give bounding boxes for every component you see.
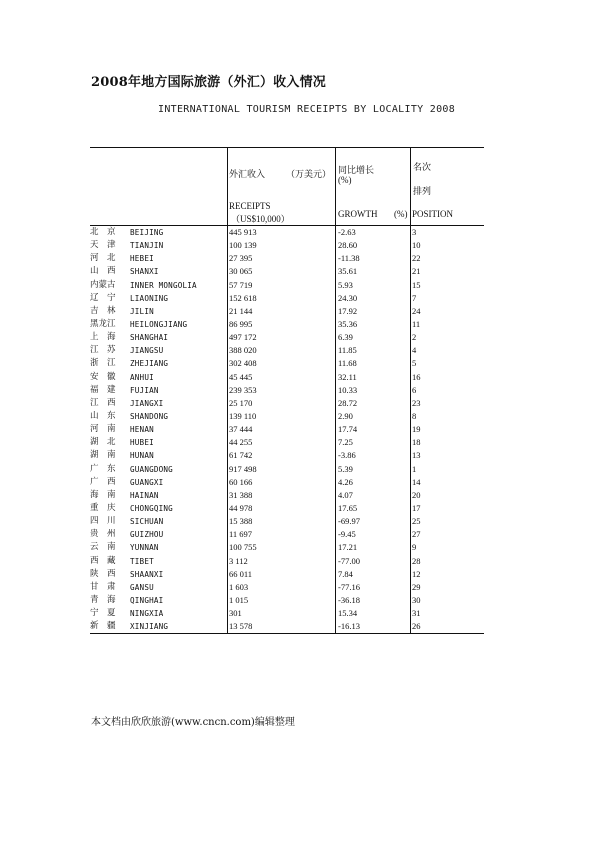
- position-value: 29: [412, 581, 421, 592]
- province-name-en: HUNAN: [130, 451, 154, 461]
- growth-value: 2.90: [338, 410, 353, 421]
- province-name-cn: 陕 西: [90, 568, 116, 579]
- table-row: [90, 292, 484, 305]
- province-name-cn: 安 徽: [90, 371, 116, 382]
- province-name-cn: 湖 南: [90, 450, 116, 461]
- receipts-value: 21 144: [229, 305, 253, 316]
- province-name-en: HENAN: [130, 425, 154, 435]
- province-name-en: SICHUAN: [130, 517, 164, 527]
- receipts-value: 445 913: [229, 227, 257, 237]
- table-row: [90, 371, 484, 384]
- province-name-cn: 海 南: [90, 489, 116, 500]
- table-row: [90, 226, 484, 239]
- growth-value: -2.63: [338, 227, 356, 237]
- receipts-value: 44 255: [229, 437, 253, 448]
- province-name-en: GUANGDONG: [130, 464, 173, 474]
- position-value: 1: [412, 463, 417, 474]
- receipts-value: 239 353: [229, 384, 257, 395]
- position-value: 5: [412, 358, 417, 369]
- province-name-en: SHANXI: [130, 267, 159, 277]
- position-value: 23: [412, 397, 421, 408]
- position-value: 8: [412, 410, 417, 421]
- receipts-value: 302 408: [229, 358, 257, 369]
- province-name-cn: 内蒙古: [90, 279, 116, 290]
- receipts-value: 3 112: [229, 555, 248, 566]
- receipts-value: 25 170: [229, 397, 253, 408]
- province-name-cn: 上 海: [90, 332, 116, 343]
- province-name-en: GANSU: [130, 582, 154, 592]
- position-value: 26: [412, 621, 421, 632]
- table-row: [90, 502, 484, 515]
- receipts-header-cn: 外汇收入: [229, 170, 266, 180]
- receipts-value: 27 395: [229, 253, 253, 264]
- growth-value: 5.39: [338, 463, 353, 474]
- receipts-value: 917 498: [229, 463, 257, 474]
- receipts-header-en: RECEIPTS: [229, 201, 271, 211]
- position-value: 22: [412, 253, 421, 264]
- table-row: [90, 410, 484, 423]
- receipts-value: 100 755: [229, 542, 257, 553]
- growth-value: -36.18: [338, 594, 360, 605]
- province-name-en: XINJIANG: [130, 622, 169, 632]
- growth-value: 7.25: [338, 437, 353, 448]
- position-value: 3: [412, 227, 417, 237]
- position-value: 19: [412, 424, 421, 435]
- receipts-header-en-unit: （US$10,000）: [231, 214, 290, 224]
- receipts-value: 1 603: [229, 581, 249, 592]
- province-name-en: JILIN: [130, 306, 154, 316]
- growth-value: -77.00: [338, 555, 360, 566]
- growth-value: 15.34: [338, 608, 358, 619]
- province-name-cn: 福 建: [90, 384, 116, 395]
- receipts-value: 11 697: [229, 529, 253, 540]
- province-name-en: HEILONGJIANG: [130, 319, 188, 329]
- position-value: 14: [412, 476, 421, 487]
- table-row: [90, 397, 484, 410]
- province-name-en: INNER MONGOLIA: [130, 280, 197, 290]
- table-row: [90, 423, 484, 436]
- table-row: [90, 449, 484, 462]
- province-name-cn: 河 北: [90, 253, 116, 264]
- province-name-cn: 江 苏: [90, 345, 116, 356]
- table-row: [90, 239, 484, 252]
- growth-value: 35.61: [338, 266, 358, 277]
- province-name-en: JIANGSU: [130, 346, 164, 356]
- growth-value: -16.13: [338, 621, 360, 632]
- growth-value: 11.68: [338, 358, 357, 369]
- growth-value: -9.45: [338, 529, 356, 540]
- position-value: 16: [412, 371, 421, 382]
- position-value: 9: [412, 542, 417, 553]
- table-row: [90, 541, 484, 554]
- province-name-en: ZHEJIANG: [130, 359, 169, 369]
- province-name-en: GUIZHOU: [130, 530, 164, 540]
- table-row: [90, 384, 484, 397]
- table-row: [90, 581, 484, 594]
- province-name-cn: 广 西: [90, 476, 116, 487]
- rank-header-en: POSITION: [412, 209, 454, 219]
- province-name-cn: 北 京: [90, 227, 116, 237]
- province-name-cn: 浙 江: [90, 358, 116, 369]
- receipts-value: 100 139: [229, 240, 257, 251]
- growth-value: 17.74: [338, 424, 358, 435]
- table-row: [90, 331, 484, 344]
- position-value: 2: [412, 332, 417, 343]
- province-name-cn: 黑龙江: [90, 318, 116, 329]
- receipts-value: 86 995: [229, 318, 253, 329]
- province-name-cn: 辽 宁: [90, 292, 116, 303]
- province-name-cn: 山 西: [90, 266, 116, 277]
- growth-value: -77.16: [338, 581, 360, 592]
- growth-header-unit: (%): [338, 175, 352, 185]
- province-name-en: NINGXIA: [130, 609, 164, 619]
- growth-value: -3.86: [338, 450, 356, 461]
- table-row: [90, 515, 484, 528]
- province-name-en: SHAANXI: [130, 569, 164, 579]
- growth-value: -69.97: [338, 516, 360, 527]
- footer-note: 本文档由欣欣旅游(www.cncn.com)编辑整理: [91, 717, 295, 728]
- growth-value: 11.85: [338, 345, 357, 356]
- position-value: 12: [412, 568, 421, 579]
- table-row: [90, 528, 484, 541]
- receipts-value: 57 719: [229, 279, 253, 290]
- position-value: 24: [412, 305, 421, 316]
- table-row: [90, 620, 484, 634]
- table-row: [90, 555, 484, 568]
- province-name-en: QINGHAI: [130, 595, 164, 605]
- province-name-cn: 湖 北: [90, 437, 116, 448]
- growth-value: 35.36: [338, 318, 358, 329]
- receipts-value: 66 011: [229, 568, 253, 579]
- province-name-cn: 广 东: [90, 463, 116, 474]
- position-value: 6: [412, 384, 417, 395]
- table-body: [90, 226, 484, 634]
- province-name-cn: 甘 肃: [90, 581, 116, 592]
- province-name-en: HEBEI: [130, 254, 154, 264]
- table-row: [90, 594, 484, 607]
- growth-value: 4.07: [338, 489, 353, 500]
- position-value: 18: [412, 437, 421, 448]
- province-name-cn: 新 疆: [90, 621, 116, 632]
- province-name-cn: 四 川: [90, 516, 116, 527]
- growth-value: 17.21: [338, 542, 358, 553]
- receipts-value: 301: [229, 608, 242, 619]
- receipts-value: 60 166: [229, 476, 253, 487]
- position-value: 7: [412, 292, 417, 303]
- growth-value: 10.33: [338, 384, 358, 395]
- province-name-en: TIBET: [130, 556, 154, 566]
- table-row: [90, 436, 484, 449]
- position-value: 17: [412, 502, 421, 513]
- position-value: 10: [412, 240, 421, 251]
- province-name-cn: 重 庆: [90, 502, 116, 513]
- rank-header-cn-2: 排列: [413, 187, 432, 197]
- growth-header-en-unit: (%): [394, 209, 408, 219]
- growth-value: 17.65: [338, 502, 358, 513]
- growth-value: 7.84: [338, 568, 353, 579]
- receipts-value: 497 172: [229, 332, 257, 343]
- province-name-cn: 贵 州: [90, 529, 116, 540]
- growth-value: 6.39: [338, 332, 353, 343]
- position-value: 30: [412, 594, 421, 605]
- table-row: [90, 568, 484, 581]
- position-value: 4: [412, 345, 417, 356]
- receipts-header-unit: （万美元）: [286, 170, 332, 180]
- growth-header-cn: 同比增长: [338, 166, 375, 176]
- province-name-en: HAINAN: [130, 490, 159, 500]
- receipts-value: 37 444: [229, 424, 253, 435]
- position-value: 28: [412, 555, 421, 566]
- province-name-en: TIANJIN: [130, 241, 164, 251]
- province-name-cn: 山 东: [90, 410, 116, 421]
- position-value: 31: [412, 608, 421, 619]
- province-name-en: ANHUI: [130, 372, 154, 382]
- table-header: [90, 148, 484, 226]
- province-name-en: SHANGHAI: [130, 333, 169, 343]
- growth-value: 28.72: [338, 397, 358, 408]
- province-name-en: GUANGXI: [130, 477, 164, 487]
- province-name-cn: 吉 林: [90, 305, 116, 316]
- page-subtitle: INTERNATIONAL TOURISM RECEIPTS BY LOCALITY 2008: [158, 104, 456, 115]
- province-name-cn: 天 津: [90, 240, 116, 251]
- position-value: 11: [412, 318, 421, 329]
- table-row: [90, 463, 484, 476]
- province-name-en: CHONGQING: [130, 503, 173, 513]
- growth-value: 28.60: [338, 240, 358, 251]
- table-row: [90, 344, 484, 357]
- table-row: [90, 265, 484, 278]
- position-value: 21: [412, 266, 421, 277]
- province-name-en: YUNNAN: [130, 543, 159, 553]
- province-name-en: JIANGXI: [130, 398, 164, 408]
- receipts-value: 44 978: [229, 502, 253, 513]
- table-row: [90, 279, 484, 292]
- table-row: [90, 607, 484, 620]
- growth-value: 4.26: [338, 476, 353, 487]
- province-name-en: BEIJING: [130, 228, 164, 237]
- page-title: 2008年地方国际旅游（外汇）收入情况: [91, 75, 326, 90]
- receipts-value: 30 065: [229, 266, 253, 277]
- province-name-cn: 河 南: [90, 424, 116, 435]
- province-name-cn: 宁 夏: [90, 608, 116, 619]
- receipts-value: 139 110: [229, 410, 257, 421]
- table-row: [90, 489, 484, 502]
- position-value: 25: [412, 516, 421, 527]
- growth-header-en: GROWTH: [338, 209, 378, 219]
- province-name-cn: 西 藏: [90, 555, 116, 566]
- table-row: [90, 357, 484, 370]
- province-name-en: SHANDONG: [130, 411, 169, 421]
- growth-value: 24.30: [338, 292, 358, 303]
- province-name-cn: 江 西: [90, 397, 116, 408]
- table-row: [90, 476, 484, 489]
- province-name-en: FUJIAN: [130, 385, 159, 395]
- province-name-cn: 青 海: [90, 594, 116, 605]
- receipts-value: 388 020: [229, 345, 257, 356]
- receipts-value: 31 388: [229, 489, 253, 500]
- rank-header-cn-1: 名次: [413, 163, 432, 173]
- receipts-value: 15 388: [229, 516, 253, 527]
- receipts-value: 45 445: [229, 371, 253, 382]
- province-name-en: HUBEI: [130, 438, 154, 448]
- receipts-value: 13 578: [229, 621, 253, 632]
- table-row: [90, 252, 484, 265]
- receipts-table: [90, 147, 484, 634]
- receipts-value: 152 618: [229, 292, 257, 303]
- growth-value: 17.92: [338, 305, 358, 316]
- receipts-value: 1 015: [229, 594, 249, 605]
- receipts-value: 61 742: [229, 450, 253, 461]
- growth-value: 5.93: [338, 279, 353, 290]
- growth-value: 32.11: [338, 371, 357, 382]
- position-value: 15: [412, 279, 421, 290]
- province-name-cn: 云 南: [90, 542, 116, 553]
- position-value: 13: [412, 450, 421, 461]
- table-row: [90, 318, 484, 331]
- province-name-en: LIAONING: [130, 293, 169, 303]
- table-row: [90, 305, 484, 318]
- position-value: 27: [412, 529, 421, 540]
- growth-value: -11.38: [338, 253, 360, 264]
- position-value: 20: [412, 489, 421, 500]
